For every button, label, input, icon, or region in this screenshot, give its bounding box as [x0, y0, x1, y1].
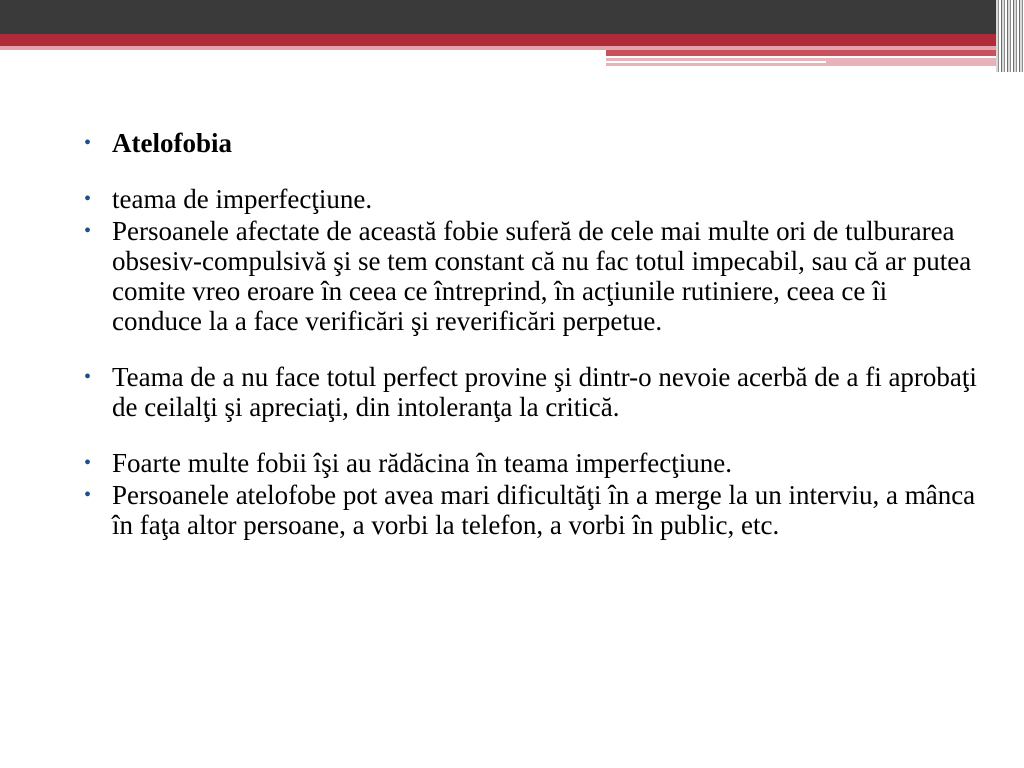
bullet-icon: • [84, 452, 92, 474]
bullet-icon: • [84, 484, 92, 506]
header-white-line [606, 56, 946, 58]
bullet-cause-text: Teama de a nu face totul perfect provine şi dintr-o nevoie acerbă de a fi aprobaţi de ceilalţi şi apreciaţi, din intoleranţa la critică. [112, 362, 977, 422]
bullet-item-title [82, 128, 982, 158]
bullet-list [82, 128, 982, 540]
header-white-gap [606, 61, 826, 63]
bullet-icon: • [84, 366, 92, 388]
slide-content [82, 128, 982, 540]
bullet-definition-text: teama de imperfecţiune. [112, 184, 373, 214]
bullet-icon: • [84, 220, 92, 242]
bullet-item-definition [82, 184, 982, 214]
header-red-bar [0, 34, 1024, 46]
bullet-icon: • [84, 132, 92, 154]
slide-header-decoration [0, 0, 1024, 72]
bullet-icon: • [84, 188, 92, 210]
bullet-roots-text: Foarte multe fobii îşi au rădăcina în teama imperfecţiune. [112, 448, 733, 478]
header-vertical-stripes [996, 0, 1024, 72]
bullet-item-roots [82, 448, 982, 478]
bullet-item-description [82, 216, 982, 336]
header-dark-bar [0, 0, 1024, 34]
bullet-item-cause [82, 362, 982, 422]
bullet-item-difficulties [82, 480, 982, 540]
bullet-title-text: Atelofobia [112, 128, 232, 158]
bullet-description-text: Persoanele afectate de această fobie suferă de cele mai multe ori de tulburarea obsesiv-compulsivă şi se tem constant că nu fac totul impecabil, sau că ar putea comite vreo eroare în ceea ce întreprind, în acţiunile rutiniere, ceea ce îi conduce la a face verificări şi reverificări perpetue. [112, 216, 972, 336]
bullet-difficulties-text: Persoanele atelofobe pot avea mari dificultăţi în a merge la un interviu, a mânca în faţa altor persoane, a vorbi la telefon, a vorbi în public, etc. [112, 480, 976, 540]
